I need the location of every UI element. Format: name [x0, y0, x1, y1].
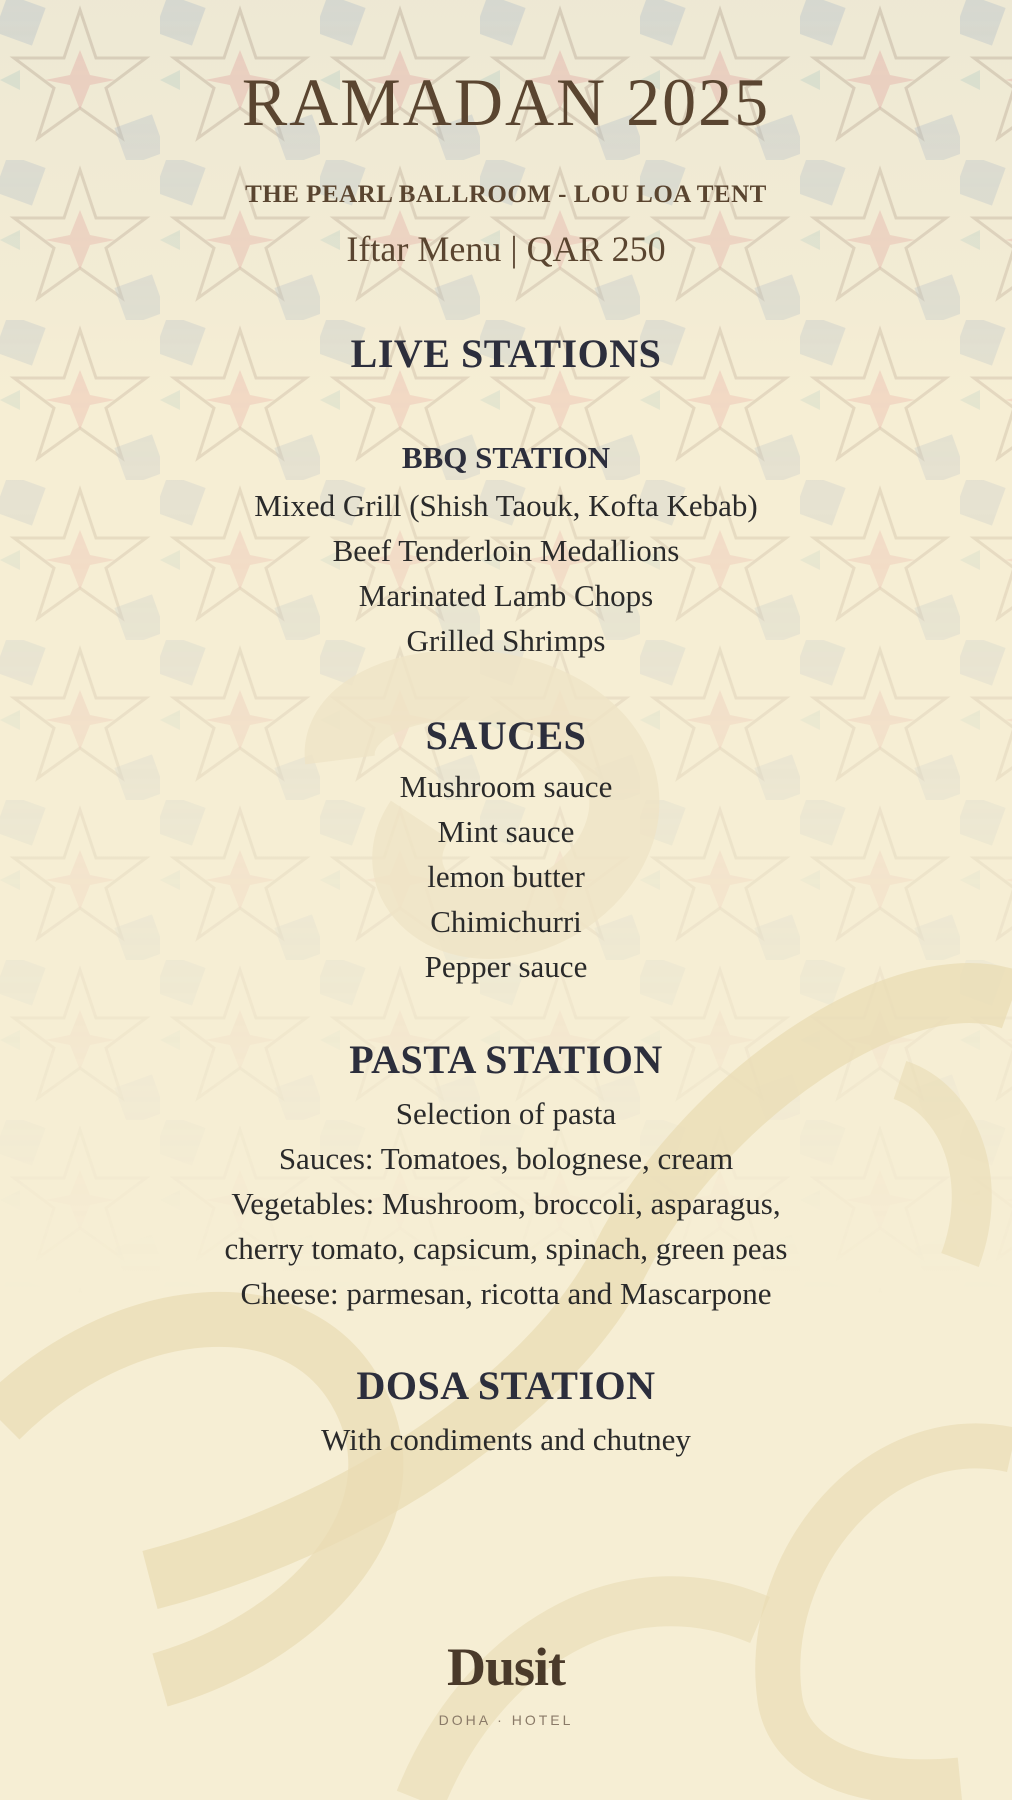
list-item: Marinated Lamb Chops — [358, 578, 654, 613]
dosa-station-heading: DOSA STATION — [356, 1363, 656, 1408]
sauces-list — [0, 764, 1012, 989]
list-item: Mixed Grill (Shish Taouk, Kofta Kebab) — [254, 488, 758, 523]
pasta-items-list — [0, 1091, 1012, 1316]
page-title: RAMADAN 2025 — [241, 64, 771, 140]
live-stations-heading: LIVE STATIONS — [350, 331, 662, 376]
list-item: With condiments and chutney — [321, 1422, 691, 1457]
list-item: Vegetables: Mushroom, broccoli, asparagus, — [231, 1186, 781, 1221]
list-item: Sauces: Tomatoes, bolognese, cream — [278, 1141, 734, 1176]
venue-name: THE PEARL BALLROOM - LOU LOA TENT — [245, 181, 767, 208]
dusit-logo: Dusit — [446, 1637, 566, 1697]
list-item: Chimichurri — [430, 904, 582, 939]
menu-subtitle: Iftar Menu | QAR 250 — [346, 229, 666, 269]
list-item: Mint sauce — [437, 814, 575, 849]
dosa-items-list — [0, 1417, 1012, 1462]
list-item: cherry tomato, capsicum, spinach, green peas — [224, 1231, 788, 1266]
list-item: lemon butter — [427, 859, 585, 894]
bbq-items-list — [0, 483, 1012, 663]
list-item: Cheese: parmesan, ricotta and Mascarpone — [240, 1276, 772, 1311]
sauces-heading: SAUCES — [425, 713, 587, 758]
list-item: Grilled Shrimps — [406, 623, 606, 658]
list-item: Selection of pasta — [395, 1096, 617, 1131]
list-item: Pepper sauce — [424, 949, 588, 984]
list-item: Beef Tenderloin Medallions — [332, 533, 680, 568]
hotel-location: DOHA · HOTEL — [438, 1712, 574, 1728]
list-item: Mushroom sauce — [399, 769, 613, 804]
bbq-station-heading: BBQ STATION — [401, 440, 611, 475]
pasta-station-heading: PASTA STATION — [349, 1037, 663, 1082]
